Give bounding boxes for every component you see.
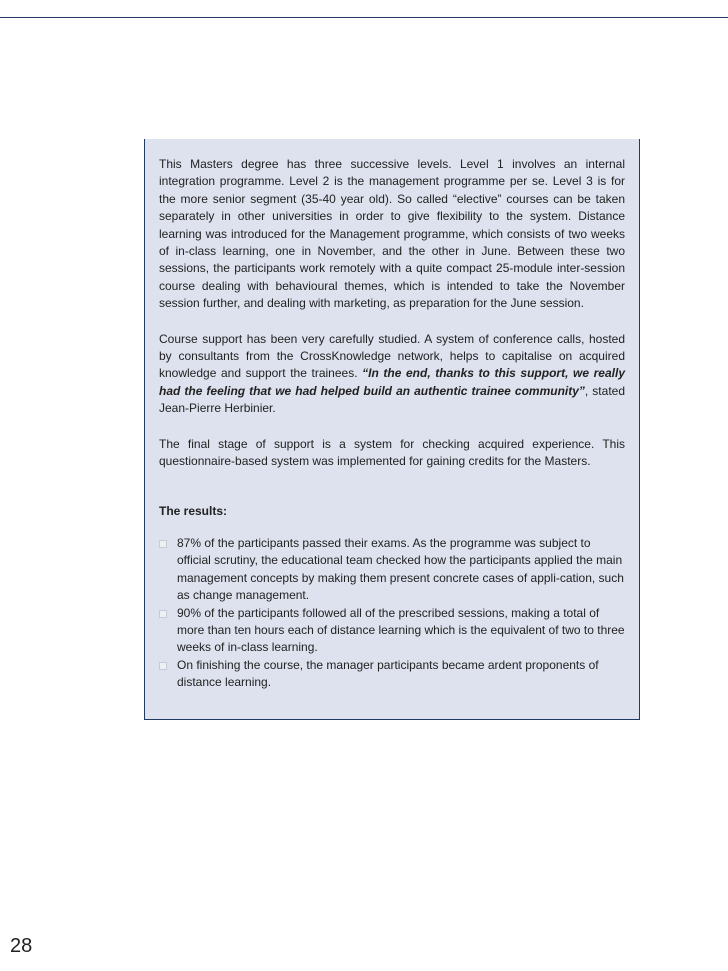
list-item-text: On finishing the course, the manager participants became ardent proponents of distance learning. [177,657,599,690]
paragraph-levels: This Masters degree has three successive levels. Level 1 involves an internal integration programme. Level 2 is the management programme per se. Level 3 is for the more senior segment (35-40 year old). So called “elective” courses can be taken separately in other universities in order to give flexibility to the system. Distance learning was introduced for the Management programme, which consists of two weeks of in-class learning, one in November, and the other in June. Between these two sessions, the participants work remotely with a quite compact 25-module inter-session course dealing with behavioural themes, which is intended to take the November session further, and dealing with marketing, as preparation for the June session. [159,157,625,311]
page-number: 28 [10,935,33,957]
list-item [159,605,625,657]
list-item-text: 87% of the participants passed their exams. As the programme was subject to official scrutiny, the educational team checked how the participants applied the main management concepts by making them present concrete cases of appli-cation, such as change management. [177,535,624,603]
paragraph-course-support [159,331,625,418]
case-study-content [159,156,625,692]
paragraph-course-support-attribution: , stated Jean-Pierre Herbinier. [159,383,625,416]
paragraph-final-stage: The final stage of support is a system for checking acquired experience. This questionnaire-based system was implemented for gaining credits for the Masters. [159,436,625,469]
square-bullet-icon [159,662,167,670]
results-list [159,535,625,692]
list-item [159,535,625,605]
list-item-text: 90% of the participants followed all of the prescribed sessions, making a total of more than ten hours each of distance learning which is the equivalent of two to three weeks of in-class learning. [177,605,625,655]
paragraph-course-support-text: Course support has been very carefully studied. A system of conference calls, hosted by consultants from the CrossKnowledge network, helps to capitalise on acquired knowledge and support the trainees. [159,331,625,381]
quote-herbinier: “In the end, thanks to this support, we really had the feeling that we had helped build an authentic trainee community” [159,366,625,398]
square-bullet-icon [159,610,167,618]
square-bullet-icon [159,540,167,548]
header-rule [0,17,728,18]
results-heading: The results: [159,503,228,518]
list-item [159,657,625,692]
